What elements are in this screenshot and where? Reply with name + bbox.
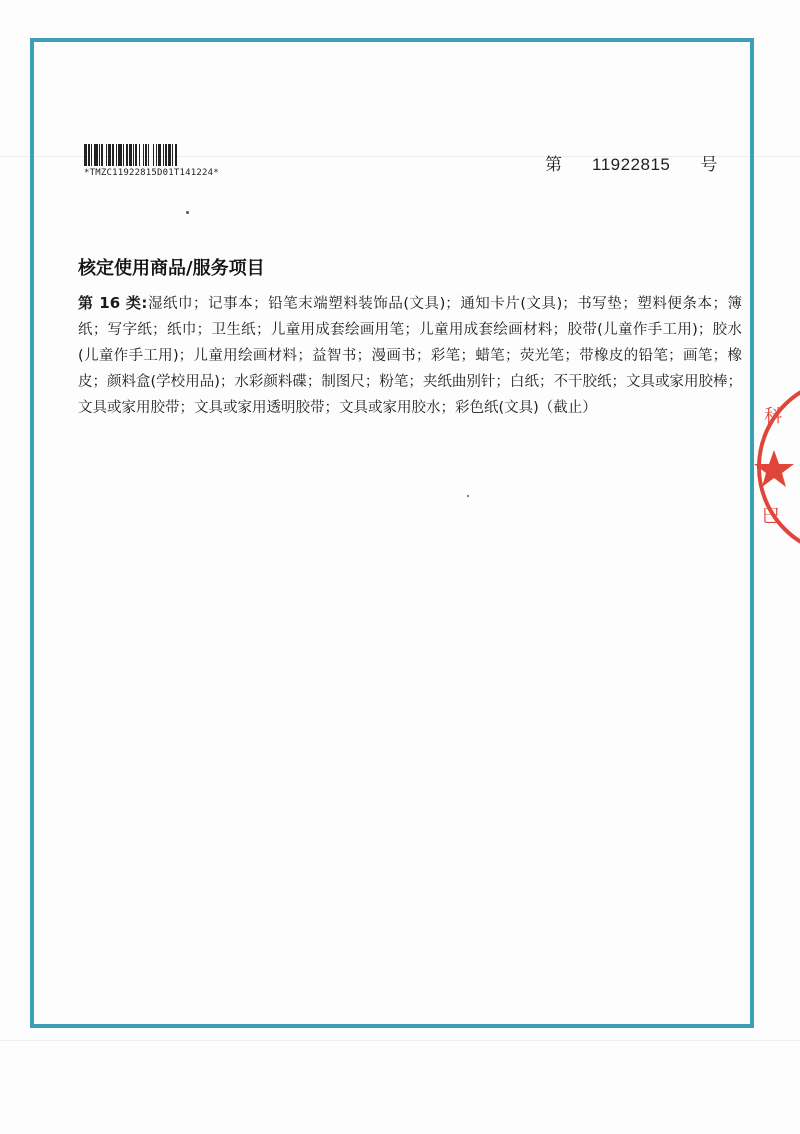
scan-speck — [186, 211, 189, 214]
scan-artifact-line — [0, 1040, 800, 1041]
registration-suffix: 号 — [700, 155, 718, 175]
barcode-icon — [84, 144, 274, 166]
barcode-bar — [177, 144, 178, 166]
red-seal-stamp — [752, 372, 800, 562]
barcode-text: *TMZC11922815D01T141224* — [84, 168, 219, 178]
seal-char-top: 科 — [764, 406, 782, 427]
document-border-frame — [30, 38, 754, 1028]
barcode-block — [84, 144, 274, 178]
section-title: 核定使用商品/服务项目 — [78, 258, 265, 279]
goods-items: 湿纸巾；记事本；铅笔末端塑料装饰品(文具)；通知卡片(文具)；书写垫；塑料便条本；簿纸；写字纸；纸巾；卫生纸；儿童用成套绘画用笔；儿童用成套绘画材料；胶带(儿童作手工用)；胶水(儿童作手工用)；儿童用绘画材料；益智书；漫画书；彩笔；蜡笔；荧光笔；带橡皮的铅笔；画笔；橡皮；颜料盒(学校用品)；水彩颜料碟；制图尺；粉笔；夹纸曲别针；白纸；不干胶纸；文具或家用胶棒；文具或家用胶带；文具或家用透明胶带；文具或家用胶水；彩色纸(文具)（截止） — [78, 296, 742, 416]
registration-number-value: 11922815 — [592, 155, 671, 174]
goods-class-label: 第 16 类: — [78, 294, 148, 312]
goods-list — [78, 290, 742, 421]
registration-number — [545, 150, 717, 175]
registration-prefix: 第 — [545, 155, 562, 175]
seal-char-bottom: 巴 — [762, 506, 780, 527]
scan-speck — [467, 495, 469, 497]
